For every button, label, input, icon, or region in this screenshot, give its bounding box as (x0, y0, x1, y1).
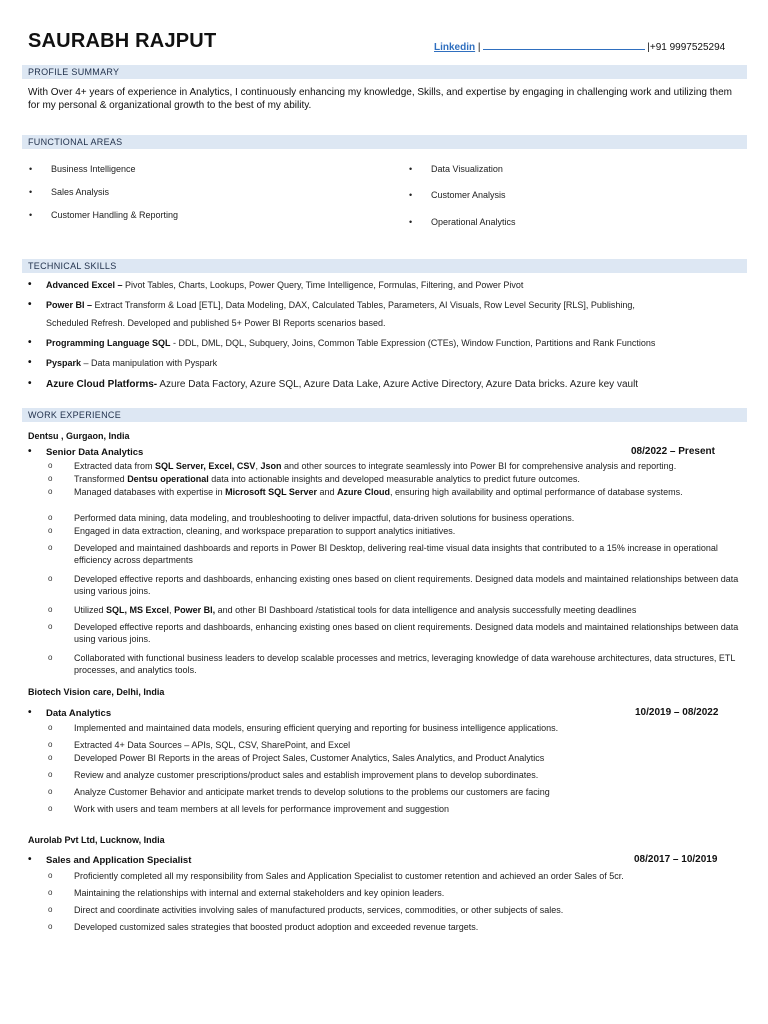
job-responsibility: Analyze Customer Behavior and anticipate market trends to develop solutions to the problems our customers are facing (74, 787, 550, 797)
job-responsibility: Developed and maintained dashboards and reports in Power BI Desktop, delivering real-time visual data insights that contributed to a 15% increase in operational efficiency across departments (74, 543, 718, 565)
section-functional-areas: FUNCTIONAL AREAS (22, 135, 747, 149)
sub-bullet-icon: o (48, 740, 53, 749)
bullet-icon: • (409, 190, 413, 200)
sub-bullet-icon: o (48, 526, 53, 535)
functional-area-label: Business Intelligence (51, 164, 136, 174)
highlighted-term: Dentsu operational (127, 474, 209, 484)
functional-area-item (29, 187, 110, 197)
job-responsibility: Developed customized sales strategies that boosted product adoption and exceeded revenue targets. (74, 922, 479, 932)
sub-bullet-icon: o (48, 723, 53, 732)
technical-skill-name: Power BI – (46, 300, 95, 310)
bullet-icon: • (28, 446, 32, 457)
functional-area-item (409, 190, 506, 200)
technical-skill-item (46, 300, 746, 310)
technical-skill-item (46, 338, 746, 348)
job-responsibility: Managed databases with expertise in Microsoft SQL Server and Azure Cloud, ensuring high availability and optimal performance of database systems. (74, 487, 683, 497)
phone-number: |+91 9997525294 (647, 42, 726, 53)
functional-area-label: Customer Handling & Reporting (51, 210, 179, 220)
functional-area-item (409, 164, 503, 174)
technical-skill-detail: Pivot Tables, Charts, Lookups, Power Query, Time Intelligence, Formulas, Filtering, and Power Pivot (125, 280, 524, 290)
sub-bullet-icon: o (48, 871, 53, 880)
technical-skill-name: Azure Cloud Platforms- (46, 379, 158, 390)
functional-area-label: Operational Analytics (431, 217, 516, 227)
technical-skill-item (46, 358, 746, 368)
job-responsibility: Review and analyze customer prescriptions/product sales and establish improvement plans to develop subordinates. (74, 770, 539, 780)
sub-bullet-icon: o (48, 804, 53, 813)
technical-skill-detail: – Data manipulation with Pyspark (81, 358, 218, 368)
sub-bullet-icon: o (48, 622, 53, 631)
job-responsibility: Developed Power BI Reports in the areas of Project Sales, Customer Analytics, Sales Analytics, and Product Analytics (74, 753, 545, 763)
section-work-experience: WORK EXPERIENCE (22, 408, 747, 422)
bullet-icon: • (29, 210, 33, 220)
section-profile-summary: PROFILE SUMMARY (22, 65, 747, 79)
job-dates: 10/2019 – 08/2022 (635, 707, 719, 718)
highlighted-term: Json (260, 461, 282, 471)
job-responsibility: Extracted data from SQL Server, Excel, CSV, Json and other sources to integrate seamlessly into Power BI for comprehensive analysis and reporting. (74, 461, 677, 471)
bullet-icon: • (28, 299, 32, 310)
functional-area-label: Customer Analysis (431, 190, 506, 200)
sub-bullet-icon: o (48, 888, 53, 897)
functional-area-item (409, 217, 516, 227)
bullet-icon: • (28, 707, 32, 718)
job-title: Data Analytics (46, 708, 112, 719)
highlighted-term: Azure Cloud (337, 487, 390, 497)
sub-bullet-icon: o (48, 543, 53, 552)
job-responsibility: Performed data mining, data modeling, and troubleshooting to deliver impactful, data-driven solutions for business operations. (74, 513, 575, 523)
job-responsibility: Maintaining the relationships with internal and external stakeholders and key opinion leaders. (74, 888, 445, 898)
technical-skill-item (46, 379, 746, 390)
technical-skill-item (46, 280, 746, 290)
contact-line (434, 40, 725, 53)
technical-skill-name: Pyspark (46, 358, 82, 368)
contact-separator: | (475, 42, 484, 53)
job-responsibility: Collaborated with functional business leaders to develop scalable processes and metrics, leveraging knowledge of data warehouse architectures, data structures, ETL processes, and analytics tools. (74, 653, 736, 675)
technical-skill-detail: Extract Transform & Load [ETL], Data Modeling, DAX, Calculated Tables, Parameters, AI Visuals, Row Level Security [RLS], Publishing, (94, 300, 635, 310)
profile-summary-text: With Over 4+ years of experience in Analytics, I continuously enhancing my knowledge, Skills, and expertise by engaging in challenging work and utilizing them for my personal & organizational growth to the best of my ability. (28, 87, 732, 111)
sub-bullet-icon: o (48, 905, 53, 914)
job-responsibility: Utilized SQL, MS Excel, Power BI, and other BI Dashboard /statistical tools for data intelligence and analysis successfully meeting deadlines (74, 605, 637, 615)
bullet-icon: • (28, 337, 32, 348)
technical-skill-detail: Azure Data Factory, Azure SQL, Azure Data Lake, Azure Active Directory, Azure Data bricks. Azure key vault (157, 379, 639, 390)
sub-bullet-icon: o (48, 653, 53, 662)
bullet-icon: • (28, 279, 32, 290)
link-blank-underline[interactable] (483, 40, 645, 50)
section-technical-skills: TECHNICAL SKILLS (22, 259, 747, 273)
sub-bullet-icon: o (48, 770, 53, 779)
sub-bullet-icon: o (48, 461, 53, 470)
highlighted-term: SQL Server, Excel, CSV (155, 461, 256, 471)
bullet-icon: • (29, 187, 33, 197)
technical-skill-name: Programming Language SQL (46, 338, 171, 348)
sub-bullet-icon: o (48, 513, 53, 522)
company-name: Dentsu , Gurgaon, India (28, 431, 130, 441)
functional-area-label: Sales Analysis (51, 187, 110, 197)
job-responsibility: Transformed Dentsu operational data into actionable insights and developed measurable analytics to predict future outcomes. (74, 474, 580, 484)
sub-bullet-icon: o (48, 787, 53, 796)
job-responsibility: Developed effective reports and dashboards, enhancing existing ones based on client requirements. Designed data models and maintained relationships between data using various joins. (74, 622, 739, 644)
highlighted-term: Microsoft SQL Server (225, 487, 317, 497)
company-name: Biotech Vision care, Delhi, India (28, 687, 165, 697)
sub-bullet-icon: o (48, 474, 53, 483)
job-responsibility: Engaged in data extraction, cleaning, and workspace preparation to support analytics initiatives. (74, 526, 456, 536)
sub-bullet-icon: o (48, 487, 53, 496)
linkedin-link[interactable]: Linkedin (434, 42, 476, 53)
bullet-icon: • (28, 378, 32, 389)
job-responsibility: Work with users and team members at all levels for performance improvement and suggestion (74, 804, 449, 814)
job-title: Senior Data Analytics (46, 447, 144, 458)
technical-skill-name: Advanced Excel – (46, 280, 126, 290)
functional-area-item (29, 164, 136, 174)
sub-bullet-icon: o (48, 605, 53, 614)
job-responsibility: Extracted 4+ Data Sources – APIs, SQL, CSV, SharePoint, and Excel (74, 740, 351, 750)
technical-skill-detail: - DDL, DML, DQL, Subquery, Joins, Common Table Expression (CTEs), Window Function, Partitions and Rank Functions (170, 338, 656, 348)
bullet-icon: • (409, 217, 413, 227)
sub-bullet-icon: o (48, 574, 53, 583)
highlighted-term: SQL, MS Excel (106, 605, 170, 615)
bullet-icon: • (28, 854, 32, 865)
company-name: Aurolab Pvt Ltd, Lucknow, India (28, 835, 165, 845)
job-dates: 08/2022 – Present (631, 446, 715, 457)
job-responsibility: Developed effective reports and dashboards, enhancing existing ones based on client requirements. Designed data models and maintained relationships between data using various joins. (74, 574, 739, 596)
technical-skill-detail-continued: Scheduled Refresh. Developed and published 5+ Power BI Reports scenarios based. (46, 318, 386, 328)
functional-area-item (29, 210, 179, 220)
candidate-name: SAURABH RAJPUT (28, 30, 217, 52)
job-title: Sales and Application Specialist (46, 855, 192, 866)
job-responsibility: Implemented and maintained data models, ensuring efficient querying and reporting for business intelligence applications. (74, 723, 559, 733)
bullet-icon: • (29, 164, 33, 174)
sub-bullet-icon: o (48, 753, 53, 762)
job-dates: 08/2017 – 10/2019 (634, 854, 718, 865)
functional-area-label: Data Visualization (431, 164, 503, 174)
sub-bullet-icon: o (48, 922, 53, 931)
bullet-icon: • (28, 357, 32, 368)
highlighted-term: Power BI, (174, 605, 216, 615)
bullet-icon: • (409, 164, 413, 174)
job-responsibility: Proficiently completed all my responsibility from Sales and Application Specialist to customer retention and achieved an order Sales of 5cr. (74, 871, 624, 881)
job-responsibility: Direct and coordinate activities involving sales of manufactured products, services, commodities, or other subjects of sales. (74, 905, 564, 915)
